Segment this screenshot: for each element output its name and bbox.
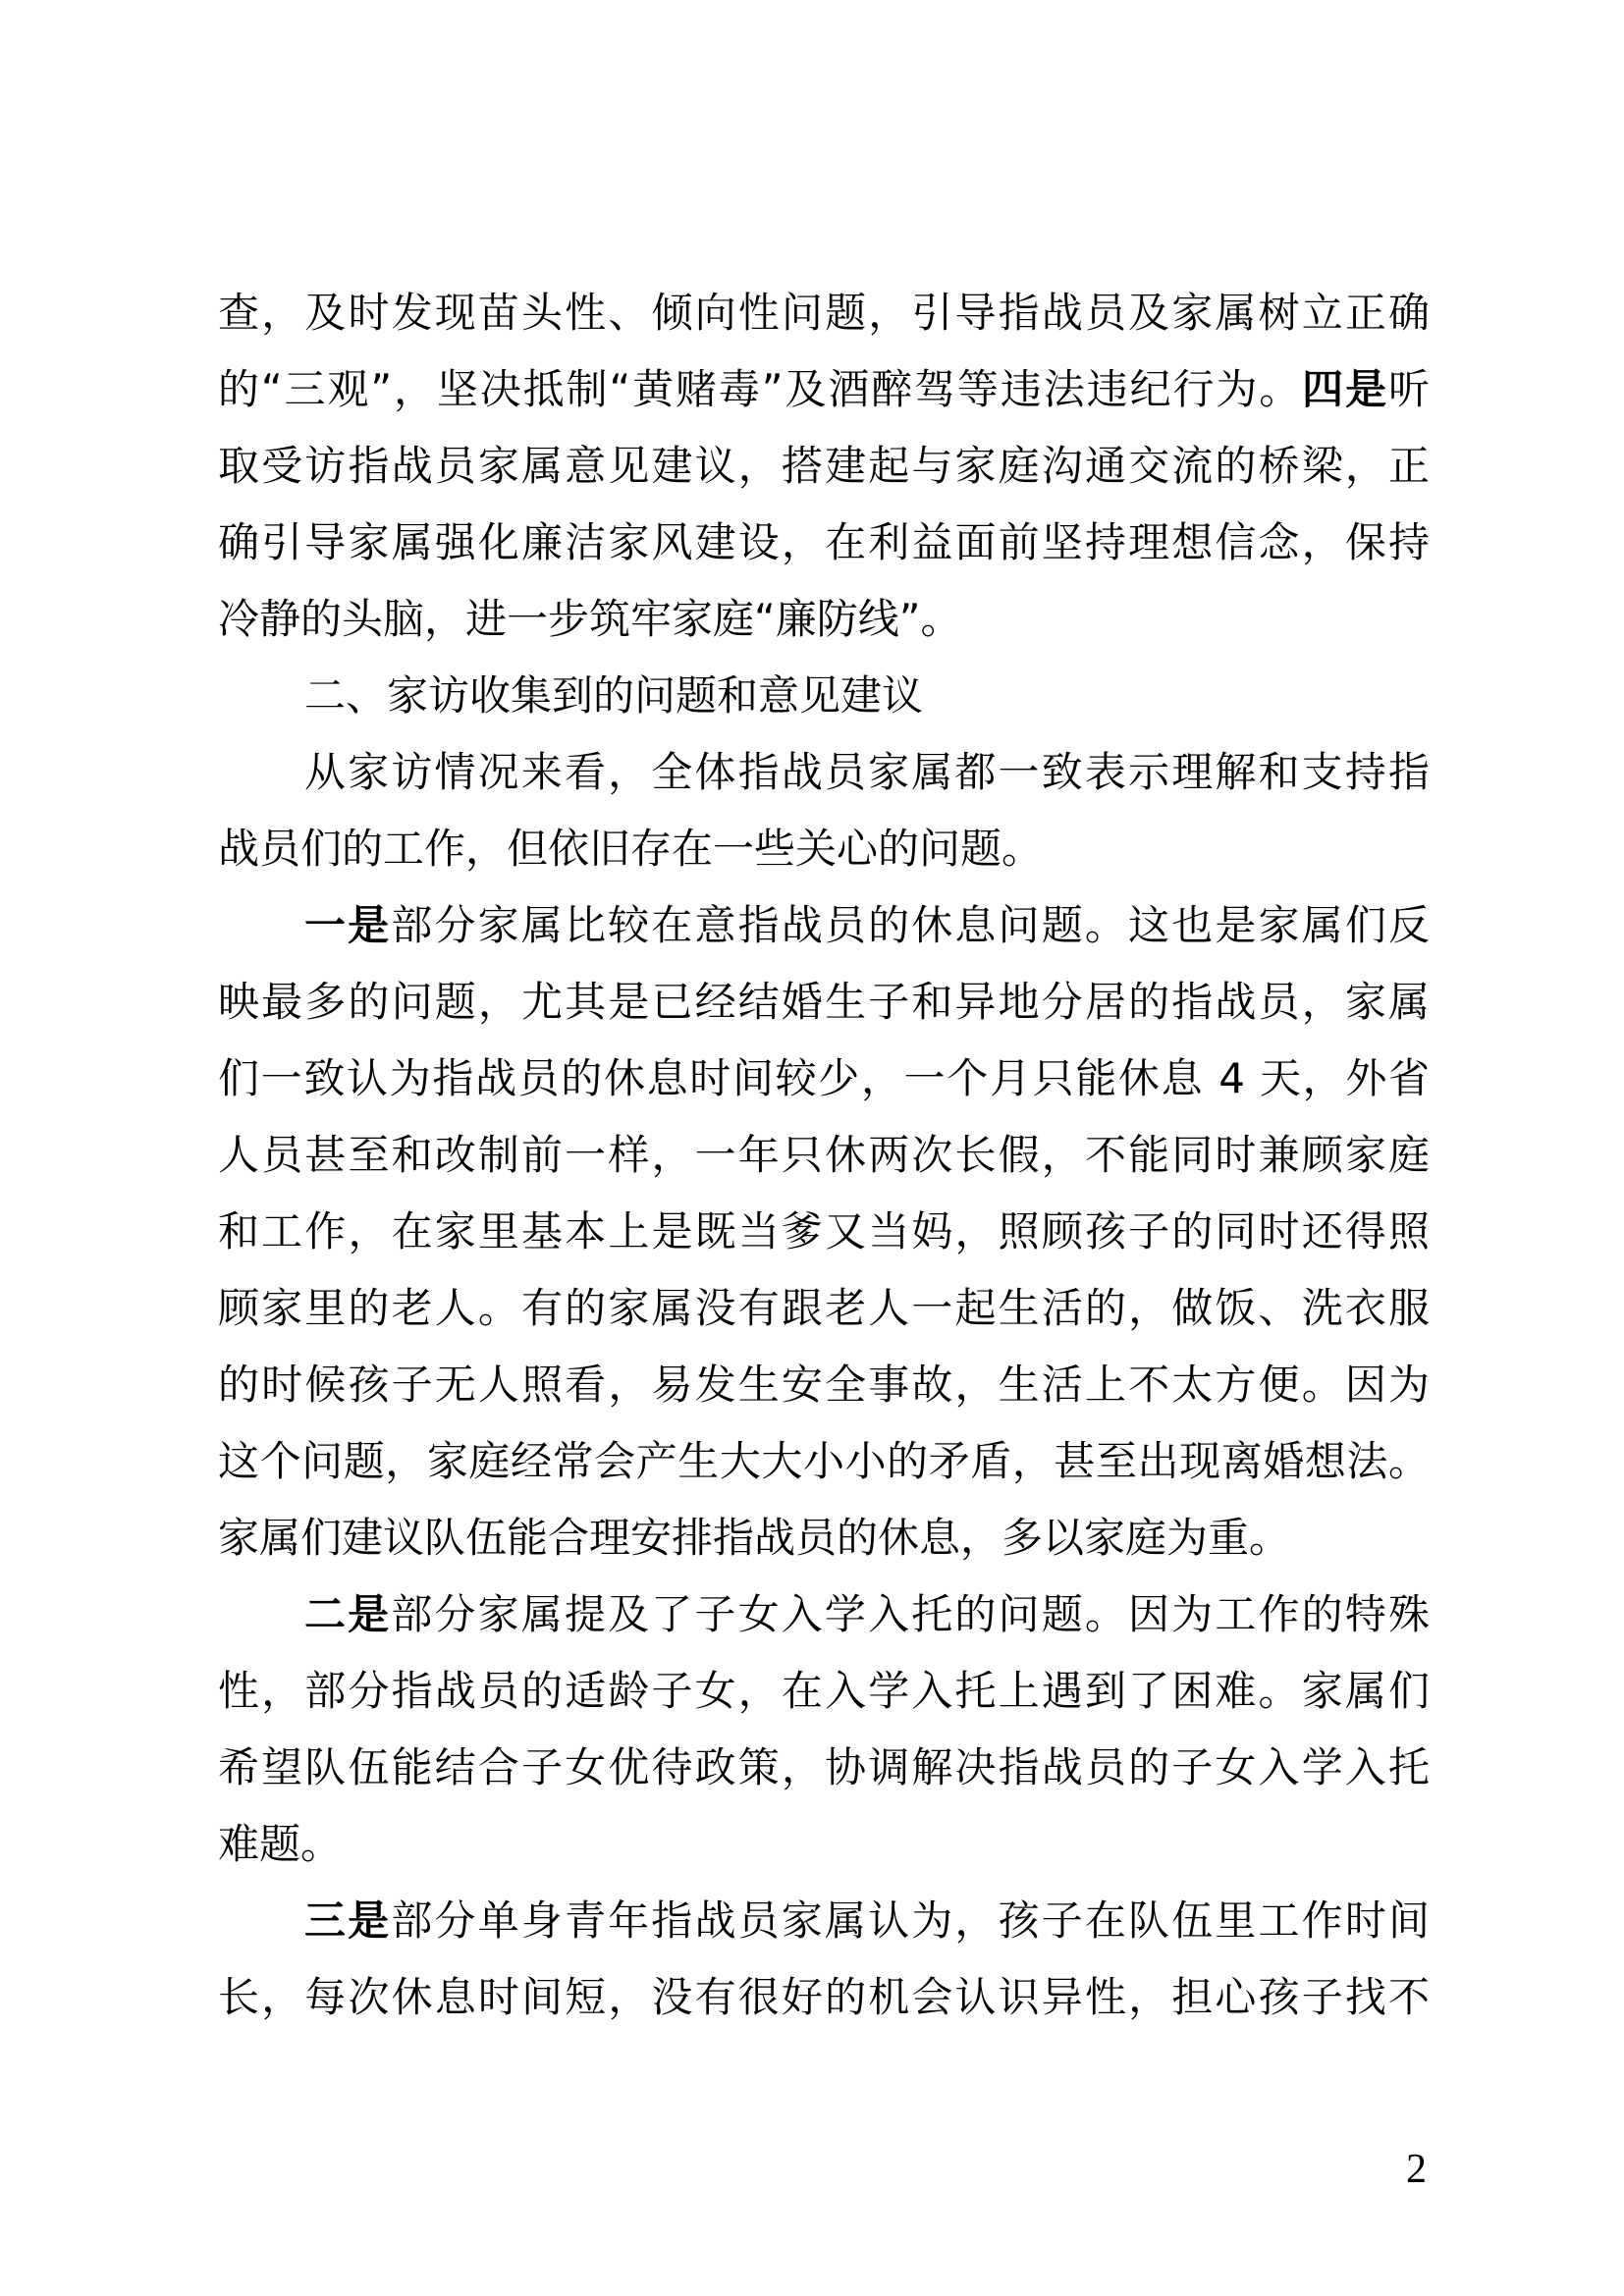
bold-lead: 三是 bbox=[304, 1896, 392, 1945]
text-line: 从家访情况来看，全体指战员家属都一致表示理解和支持指 bbox=[304, 748, 1430, 796]
bold-lead: 四是 bbox=[1302, 365, 1388, 413]
text-line: 映最多的问题，尤其是已经结婚生子和异地分居的指战员，家属 bbox=[218, 978, 1430, 1026]
text-segment: 部分家属比较在意指战员的休息问题。这也是家属们反 bbox=[391, 901, 1430, 949]
text-line: 性，部分指战员的适龄子女，在入学入托上遇到了困难。家属们 bbox=[218, 1667, 1430, 1715]
text-line: 顾家里的老人。有的家属没有跟老人一起生活的，做饭、洗衣服 bbox=[218, 1284, 1430, 1332]
text-line bbox=[218, 1883, 1430, 1959]
text-line: 查，及时发现苗头性、倾向性问题，引导指战员及家属树立正确 bbox=[218, 289, 1430, 337]
text-line: 战员们的工作，但依旧存在一些关心的问题。 bbox=[218, 825, 1044, 873]
text-line: 难题。 bbox=[218, 1820, 343, 1868]
text-segment: 的“三观”，坚决抵制“黄赌毒”及酒醉驾等违法违纪行为。 bbox=[218, 365, 1303, 413]
bold-lead: 一是 bbox=[304, 901, 392, 949]
text-line: 取受访指战员家属意见建议，搭建起与家庭沟通交流的桥梁，正 bbox=[218, 442, 1430, 490]
bold-lead: 二是 bbox=[304, 1590, 392, 1638]
text-line: 家属们建议队伍能合理安排指战员的休息，多以家庭为重。 bbox=[218, 1514, 1291, 1562]
text-line: 的时候孩子无人照看，易发生安全事故，生活上不太方便。因为 bbox=[218, 1361, 1430, 1409]
section-heading: 二、家访收集到的问题和意见建议 bbox=[304, 671, 924, 720]
body-text bbox=[218, 275, 1430, 2036]
text-line: 确引导家属强化廉洁家风建设，在利益面前坚持理想信念，保持 bbox=[218, 518, 1430, 566]
text-segment: 听 bbox=[1387, 365, 1430, 413]
text-line: 这个问题，家庭经常会产生大大小小的矛盾，甚至出现离婚想法。 bbox=[218, 1437, 1430, 1485]
text-segment: 部分家属提及了子女入学入托的问题。因为工作的特殊 bbox=[391, 1590, 1430, 1638]
page-number: 2 bbox=[1406, 2147, 1427, 2192]
text-line: 人员甚至和改制前一样，一年只休两次长假，不能同时兼顾家庭 bbox=[218, 1131, 1430, 1179]
text-segment: 部分单身青年指战员家属认为，孩子在队伍里工作时间 bbox=[391, 1896, 1430, 1945]
text-line: 冷静的头脑，进一步筑牢家庭“廉防线”。 bbox=[218, 595, 962, 643]
text-line: 和工作，在家里基本上是既当爹又当妈，照顾孩子的同时还得照 bbox=[218, 1207, 1430, 1255]
text-line: 们一致认为指战员的休息时间较少，一个月只能休息 4 天，外省 bbox=[218, 1054, 1430, 1102]
text-line: 希望队伍能结合子女优待政策，协调解决指战员的子女入学入托 bbox=[218, 1743, 1430, 1791]
text-line bbox=[218, 1576, 1430, 1653]
text-line bbox=[218, 887, 1430, 964]
text-line: 长，每次休息时间短，没有很好的机会认识异性，担心孩子找不 bbox=[218, 1973, 1430, 2021]
text-line bbox=[218, 351, 1430, 428]
